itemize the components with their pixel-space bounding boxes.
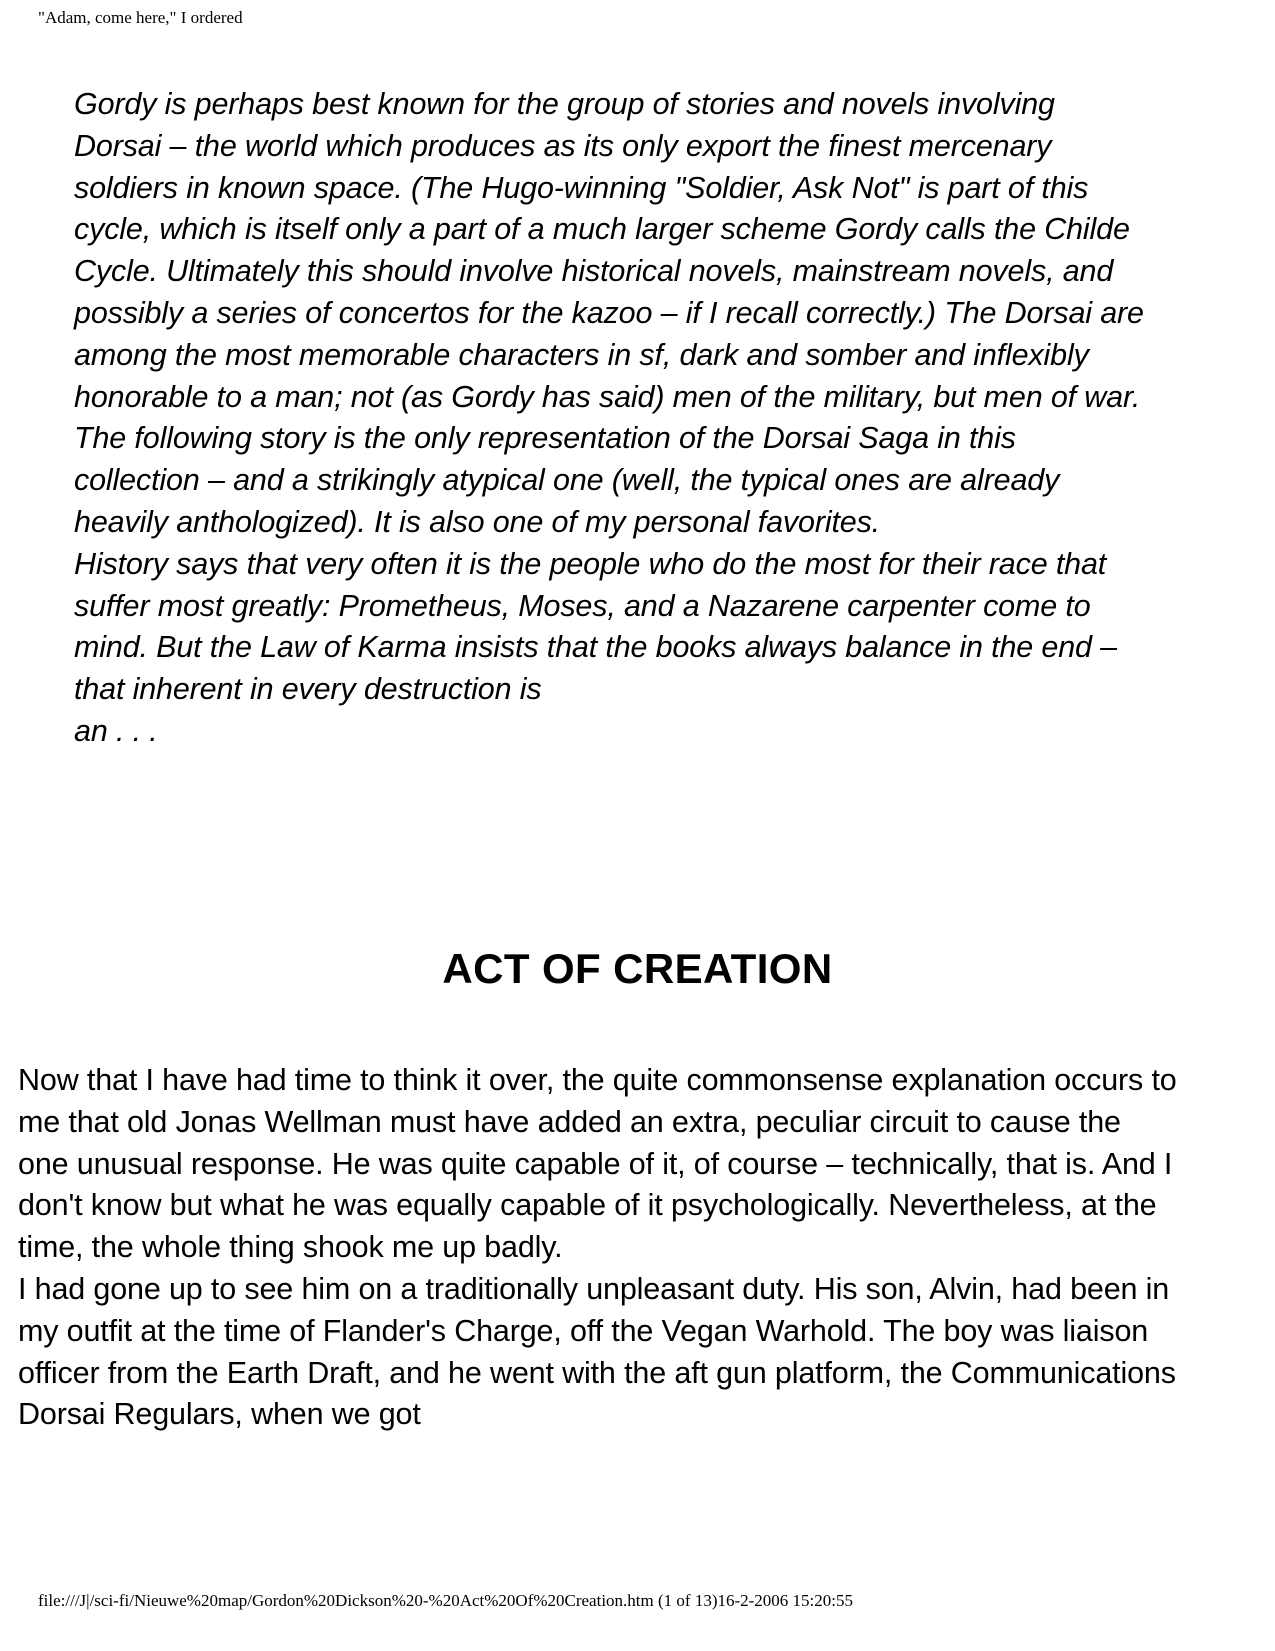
page-title: ACT OF CREATION: [442, 945, 833, 993]
body-paragraph-1: Now that I have had time to think it over, the quite commonsense explanation occurs to me that old Jonas Wellman must have added an extra, peculiar circuit to cause the one unusual response. He was quite capable of it, of course – technically, that is. And I don't know but what he was equally capable of it psychologically. Nevertheless, at the time, the whole thing shook me up badly.: [18, 1063, 1177, 1265]
footer-path: file:///J|/sci-fi/Nieuwe%20map/Gordon%20Dickson%20-%20Act%20Of%20Creation.htm (1 of 13)16-2-2006 15:20:55: [38, 1591, 853, 1610]
intro-paragraph-2: History says that very often it is the people who do the most for their race that suffer most greatly: Prometheus, Moses, and a Nazarene carpenter come to mind. But the Law of Karma insists that the books always balance in the end – that inherent in every destruction is: [74, 546, 1117, 707]
editor-introduction: [74, 84, 1149, 753]
intro-paragraph-1: Gordy is perhaps best known for the group of stories and novels involving Dorsai – the world which produces as its only export the finest mercenary soldiers in known space. (The Hugo-winning "Soldier, Ask Not" is part of this cycle, which is itself only a part of a much larger scheme Gordy calls the Childe Cycle. Ultimately this should involve historical novels, mainstream novels, and possibly a series of concertos for the kazoo – if I recall correctly.) The Dorsai are among the most memorable characters in sf, dark and somber and inflexibly honorable to a man; not (as Gordy has said) men of the military, but men of war. The following story is the only representation of the Dorsai Saga in this collection – and a strikingly atypical one (well, the typical ones are already heavily anthologized). It is also one of my personal favorites.: [74, 87, 1144, 539]
running-header: "Adam, come here," I ordered: [38, 8, 243, 27]
story-body: [18, 1060, 1178, 1436]
intro-paragraph-3: an . . .: [74, 713, 158, 748]
body-paragraph-2: I had gone up to see him on a traditionally unpleasant duty. His son, Alvin, had been in my outfit at the time of Flander's Charge, off the Vegan Warhold. The boy was liaison officer from the Earth Draft, and he went with the aft gun platform, the Communications Dorsai Regulars, when we got: [18, 1271, 1176, 1432]
